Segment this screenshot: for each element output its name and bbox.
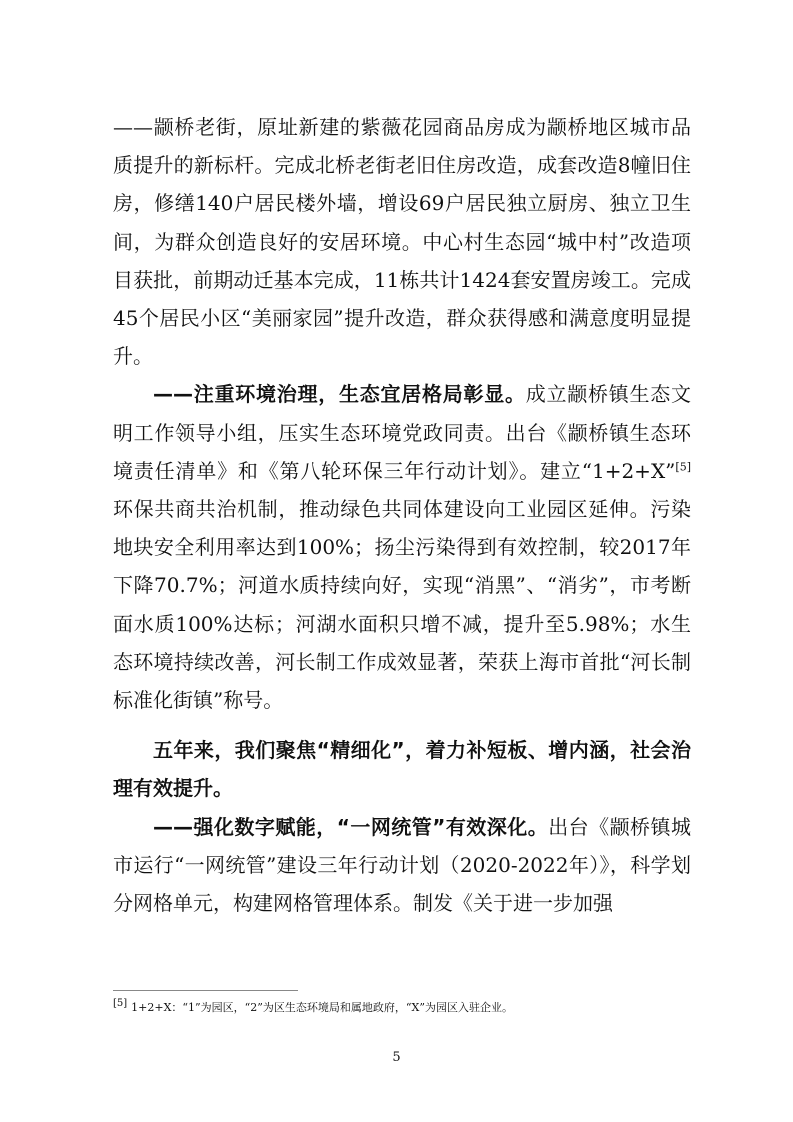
body-text xyxy=(113,108,691,922)
page-number: 5 xyxy=(392,1050,401,1065)
paragraph-digital-text: 出台《颛桥镇城市运行“一网统管”建设三年行动计划（2020-2022年）》，科学划分网格单元，构建网格管理体系。制发《关于进一步加强 xyxy=(113,814,691,916)
paragraph-digital xyxy=(113,808,691,923)
footnote-mark: [5] xyxy=(113,998,128,1010)
footnote-divider xyxy=(113,990,298,991)
footnote-reference[interactable]: [5] xyxy=(675,460,691,474)
paragraph-digital-lead: ——强化数字赋能，“一网统管”有效深化。 xyxy=(153,814,549,839)
paragraph-environment-text-b: 环保共商共治机制，推动绿色共同体建设向工业园区延伸。污染地块安全利用率达到100%；扬尘污染得到有效控制，较2017年下降70.7%；河道水质持续向好，实现“消黑”、“消劣”，市考断面水质100%达标；河湖水面积只增不减，提升至5.98%；水生态环境持续改善，河长制工作成效显著，荣获上海市首批“河长制标准化街镇”称号。 xyxy=(113,497,691,713)
paragraph-environment xyxy=(113,375,691,719)
paragraph-environment-lead: ——注重环境治理，生态宜居格局彰显。 xyxy=(153,382,526,407)
footnote xyxy=(113,1000,691,1016)
paragraph-old-street: ——颛桥老街，原址新建的紫薇花园商品房成为颛桥地区城市品质提升的新标杆。完成北桥老街老旧住房改造，成套改造8幢旧住房，修缮140户居民楼外墙，增设69户居民独立厨房、独立卫生间，为群众创造良好的安居环境。中心村生态园“城中村”改造项目获批，前期动迁基本完成，11栋共计1424套安置房竣工。完成45个居民小区“美丽家园”提升改造，群众获得感和满意度明显提升。 xyxy=(113,115,691,369)
paragraph-environment-text-a: 成立颛桥镇生态文明工作领导小组，压实生态环境党政同责。出台《颛桥镇生态环境责任清单》和《第八轮环保三年行动计划》。建立“1+2+X” xyxy=(113,382,691,483)
section-heading-governance: 五年来，我们聚焦“精细化”，着力补短板、增内涵，社会治理有效提升。 xyxy=(113,738,691,801)
footnote-text: 1+2+X：“1”为园区，“2”为区生态环境局和属地政府，“X”为园区入驻企业。 xyxy=(131,1001,514,1014)
